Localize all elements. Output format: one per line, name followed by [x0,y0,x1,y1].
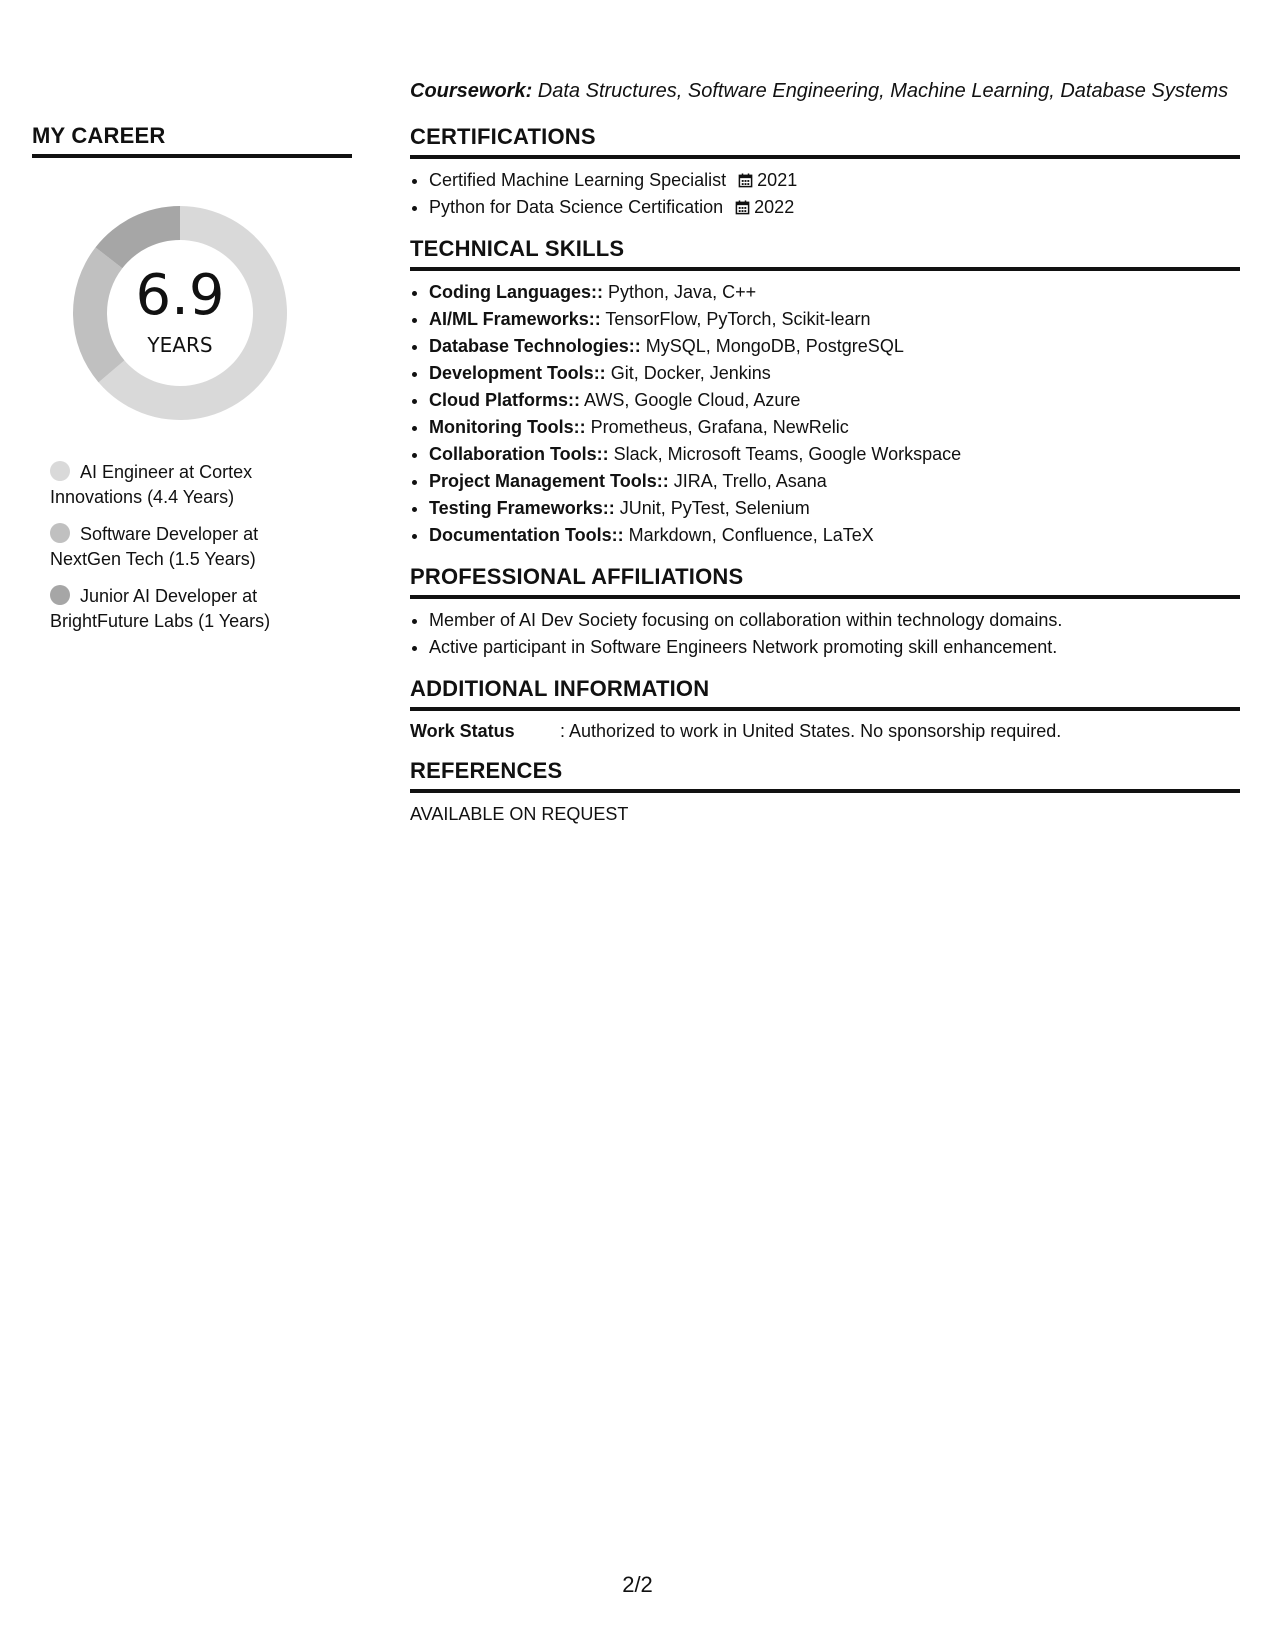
skill-value: JUnit, PyTest, Selenium [614,498,810,518]
donut-center [67,200,293,426]
legend-label: Junior AI Developer at BrightFuture Labs (1 Years) [50,586,271,631]
career-legend [50,460,300,634]
legend-dot-icon [50,523,70,543]
total-years-unit: YEARS [147,333,213,357]
certification-item [429,167,1240,194]
work-status-row [410,719,1240,743]
skill-item [429,441,1240,468]
skill-value: Slack, Microsoft Teams, Google Workspace [608,444,962,464]
skills-list [410,279,1240,549]
legend-label: Software Developer at NextGen Tech (1.5 Years) [50,524,259,569]
skill-label: Monitoring Tools:: [429,417,586,437]
references-heading: REFERENCES [410,757,1240,793]
affiliations-list [410,607,1240,661]
calendar-icon [738,173,753,188]
references-section [410,757,1240,827]
affiliations-section [410,563,1240,661]
skill-item [429,495,1240,522]
skill-label: AI/ML Frameworks:: [429,309,601,329]
skill-label: Documentation Tools:: [429,525,624,545]
page-number: 2/2 [622,1572,653,1597]
skill-label: Project Management Tools:: [429,471,669,491]
additional-info-heading: ADDITIONAL INFORMATION [410,675,1240,711]
skill-value: TensorFlow, PyTorch, Scikit-learn [600,309,871,329]
legend-item [50,460,300,510]
skill-label: Collaboration Tools:: [429,444,609,464]
skill-item [429,414,1240,441]
skill-label: Coding Languages:: [429,282,603,302]
skill-label: Cloud Platforms:: [429,390,580,410]
certifications-section [410,123,1240,221]
total-years-value: 6.9 [135,263,225,328]
additional-info-section [410,675,1240,743]
affiliations-heading: PROFESSIONAL AFFILIATIONS [410,563,1240,599]
legend-dot-icon [50,461,70,481]
main-content [410,78,1240,841]
skill-label: Testing Frameworks:: [429,498,615,518]
skills-heading: TECHNICAL SKILLS [410,235,1240,271]
legend-item [50,522,300,572]
coursework-line [410,78,1240,104]
skill-value: Markdown, Confluence, LaTeX [623,525,874,545]
skill-item [429,522,1240,549]
coursework-text: Data Structures, Software Engineering, Machine Learning, Database Systems [532,80,1229,102]
skill-label: Development Tools:: [429,363,606,383]
affiliation-item: • Member of AI Dev Society focusing on collaboration within technology domains. [429,607,1240,634]
skill-item [429,387,1240,414]
references-text: AVAILABLE ON REQUEST [410,804,629,824]
certification-year: 2021 [757,170,798,190]
skill-item [429,360,1240,387]
skill-value: Git, Docker, Jenkins [605,363,771,383]
career-sidebar [32,122,352,646]
career-heading: MY CAREER [32,122,352,158]
certifications-heading: CERTIFICATIONS [410,123,1240,159]
certifications-list [410,167,1240,221]
legend-dot-icon [50,585,70,605]
skill-value: MySQL, MongoDB, PostgreSQL [640,336,904,356]
skill-item [429,306,1240,333]
skill-item [429,468,1240,495]
work-status-label: Work Status [410,721,515,741]
skill-value: JIRA, Trello, Asana [668,471,827,491]
skill-item [429,333,1240,360]
coursework-label: Coursework: [410,80,533,102]
skill-value: Python, Java, C++ [603,282,757,302]
skill-value: Prometheus, Grafana, NewRelic [585,417,849,437]
work-status-value: : Authorized to work in United States. No sponsorship required. [560,721,1062,741]
affiliation-item: • Active participant in Software Engineers Network promoting skill enhancement. [429,634,1240,661]
legend-item [50,584,300,634]
certification-name: Certified Machine Learning Specialist [429,170,727,190]
certification-item [429,194,1240,221]
career-donut-chart [67,200,293,426]
skill-item [429,279,1240,306]
skill-value: AWS, Google Cloud, Azure [580,390,801,410]
certification-name: Python for Data Science Certification [429,197,724,217]
legend-label: AI Engineer at Cortex Innovations (4.4 Years) [50,462,253,507]
skills-section [410,235,1240,549]
calendar-icon [735,200,750,215]
certification-year: 2022 [754,197,795,217]
skill-label: Database Technologies:: [429,336,641,356]
